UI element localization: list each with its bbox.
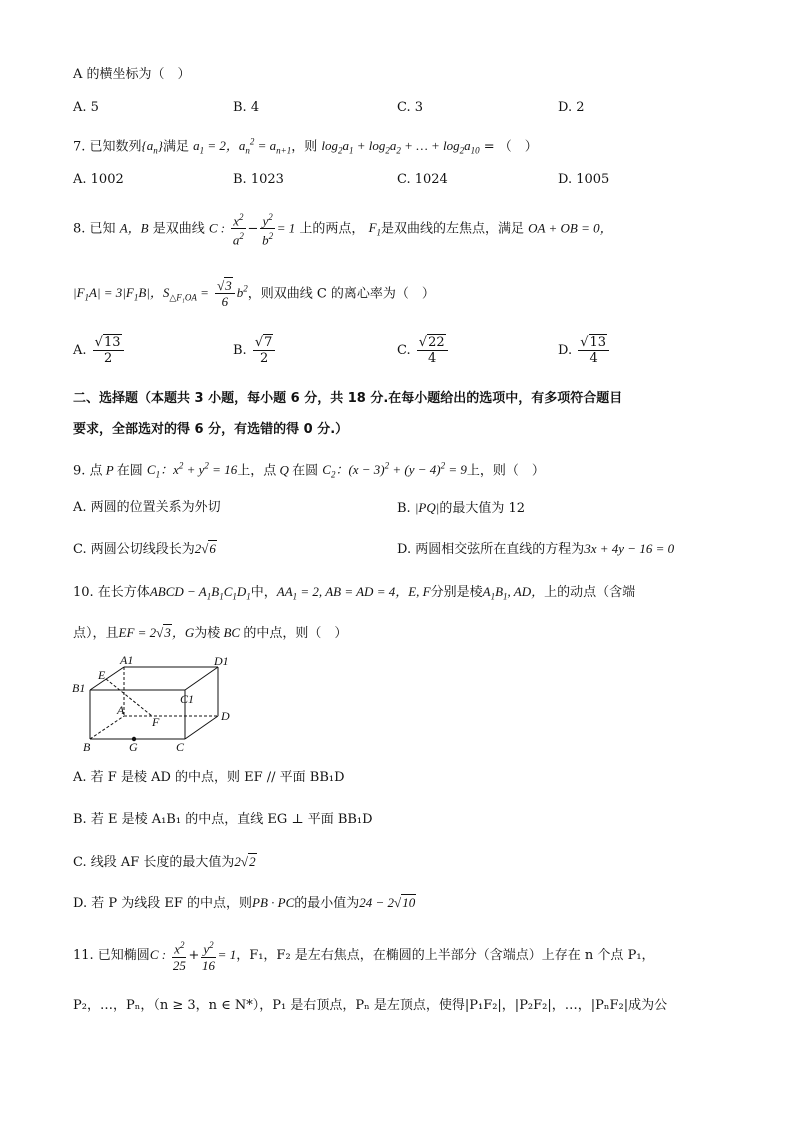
q10-option-d: D. 若 P 为线段 EF 的中点，则PB · PC的最小值为24 − 2√10 xyxy=(73,895,416,911)
q7-seq: $\{a_n\}$ xyxy=(141,138,163,156)
q8-focal-ratio: $|F_1A| = 3|F_1B|$，$S_{\triangle F_1OA}$ = xyxy=(73,285,209,303)
edge-b1-a1 xyxy=(90,667,124,690)
label-a: A xyxy=(117,703,125,717)
q8-frac-y: $\frac{y^2}{b^2}$ xyxy=(262,212,274,248)
q9-option-a: A. 两圆的位置关系为外切 xyxy=(73,500,221,515)
q7-option-a: A. 1002 xyxy=(73,172,124,187)
q10-option-a: A. 若 F 是棱 AD 的中点，则 EF // 平面 BB₁D xyxy=(73,770,345,785)
edge-c-d xyxy=(185,716,218,739)
q6-option-a: A. 5 xyxy=(73,100,99,115)
q8-option-b: B. $\frac{√7}{2}$ xyxy=(233,334,277,368)
label-e: E xyxy=(98,668,106,682)
q7-log-sum: $\log_2a_1 + \log_2a_2$ + … + $\log_2a_{10}$ xyxy=(321,138,480,156)
q10-option-c: C. 线段 AF 长度的最大值为2√2 xyxy=(73,854,256,870)
label-b: B xyxy=(83,740,91,754)
q11-stem-line2: P₂，…，Pₙ，（n ≥ 3，n ∈ N*），P₁ 是右顶点，Pₙ 是左顶点，使得|P₁F₂|，|P₂F₂|，…，|PₙF₂|成为公 xyxy=(73,998,668,1013)
q11-stem-line1: 11. 已知椭圆C : $\frac{x^2}{25}$ + $\frac{y^2}{16}$ = 1，F₁，F₂ 是左右焦点，在椭圆的上半部分（含端点）上存在 n 个点 P₁， xyxy=(73,940,655,973)
q9-option-c: C. 两圆公切线段长为2√6 xyxy=(73,541,216,557)
q8-frac-x: $\frac{x^2}{a^2}$ xyxy=(232,212,244,248)
q6-option-d: D. 2 xyxy=(558,100,585,115)
q8-prefix: 8. 已知 xyxy=(73,221,116,237)
q7-prefix: 7. 已知数列 xyxy=(73,139,142,155)
q8-line2-end: ，则双曲线 C 的离心率为（ ） xyxy=(247,286,435,302)
segment-e-f xyxy=(106,679,152,716)
q10-stem-line2: 点），且EF = 2√3，G为棱 BC 的中点，则（ ） xyxy=(73,625,348,641)
label-a1: A1 xyxy=(120,655,134,667)
label-c1: C1 xyxy=(180,692,195,706)
q6-option-b: B. 4 xyxy=(233,100,260,115)
section2-heading-line2: 要求，全部选对的得 6 分，有选错的得 0 分.） xyxy=(73,422,349,437)
label-b1: B1 xyxy=(72,681,86,695)
q7-condition: $a_1 = 2$，$a_n^2 = a_{n+1}$ xyxy=(193,137,292,156)
q11-frac-y: $\frac{y^2}{16}$ xyxy=(202,940,216,973)
label-d1: D1 xyxy=(214,655,229,668)
q8-stem-line2: $|F_1A| = 3|F_1B|$，$S_{\triangle F_1OA}$ = $\frac{√3}{6}$ $b^2$，则双曲线 C 的离心率为（ ） xyxy=(73,278,435,310)
label-g: G xyxy=(129,740,138,754)
q8-option-c: C. $\frac{√22}{4}$ xyxy=(397,334,450,368)
q7-stem xyxy=(73,134,538,159)
q8-mid1: 是双曲线 xyxy=(152,221,205,237)
section2-heading-line1: 二、选择题（本题共 3 小题，每小题 6 分，共 18 分.在每小题给出的选项中，有多项符合题目 xyxy=(73,391,623,406)
q7-end: = （ ） xyxy=(483,139,538,155)
q7-mid: 满足 xyxy=(162,139,189,155)
edge-c1-d1 xyxy=(185,667,218,690)
q8-option-c-value: $\frac{√22}{4}$ xyxy=(417,335,448,366)
q6-option-c: C. 3 xyxy=(397,100,424,115)
q9-circle2: $C_2$：$(x - 3)^2 + (y - 4)^2 = 9$ xyxy=(322,461,467,480)
q7-ask: ，则 xyxy=(291,139,318,155)
q8-vector-condition: OA + OB = 0， xyxy=(528,220,613,236)
q8-option-d-value: $\frac{√13}{4}$ xyxy=(578,335,609,366)
q8-area-frac: $\frac{√3}{6}$ xyxy=(215,278,235,309)
cuboid-figure xyxy=(68,655,238,755)
q10-option-b: B. 若 E 是棱 A₁B₁ 的中点，直线 EG ⊥ 平面 BB₁D xyxy=(73,812,373,827)
q7-option-c: C. 1024 xyxy=(397,172,448,187)
q8-points: A，B xyxy=(119,220,149,236)
q11-frac-x: $\frac{x^2}{25}$ xyxy=(172,940,186,973)
label-f: F xyxy=(152,715,160,729)
q8-option-a: A. $\frac{√13}{2}$ xyxy=(73,334,126,368)
q8-option-d: D. $\frac{√13}{4}$ xyxy=(558,334,611,368)
q8-stem-line1: 8. 已知 A，B 是双曲线 C : $\frac{x^2}{a^2}$ − $\frac{y^2}{b^2}$ = 1 上的两点， $F_1$是双曲线的左焦点，满足 OA + OB = 0， xyxy=(73,212,613,248)
q6-stem-tail: A 的横坐标为（ ） xyxy=(73,67,191,82)
q7-option-b: B. 1023 xyxy=(233,172,284,187)
q8-mid3: 是双曲线的左焦点，满足 xyxy=(381,221,525,237)
q9-option-d: D. 两圆相交弦所在直线的方程为3x + 4y − 16 = 0 xyxy=(397,541,675,557)
label-c: C xyxy=(176,740,185,754)
q9-circle1: $C_1$：$x^2 + y^2 = 16$ xyxy=(146,461,238,480)
q8-option-a-value: $\frac{√13}{2}$ xyxy=(93,335,124,366)
q8-mid2: 上的两点， xyxy=(299,221,365,237)
q8-hyperbola-name: C : xyxy=(208,220,226,236)
q9-stem: 9. 点 P 在圆 $C_1$：$x^2 + y^2 = 16$上，点 Q 在圆 $C_2$：$(x - 3)^2 + (y - 4)^2 = 9$上，则（ ） xyxy=(73,461,545,480)
q8-focus: $F_1$ xyxy=(368,220,382,238)
q8-option-b-value: $\frac{√7}{2}$ xyxy=(253,335,276,366)
label-d: D xyxy=(221,709,230,723)
q9-option-b: B. |PQ|的最大值为 12 xyxy=(397,500,525,516)
q7-option-d: D. 1005 xyxy=(558,172,610,187)
q10-stem-line1: 10. 在长方体ABCD − $A_1B_1C_1D_1$中，$AA_1 = 2$, AB = AD = 4，E, F分别是棱$A_1B_1$, AD，上的动点（含端 xyxy=(73,584,636,602)
hidden-edge-a-b xyxy=(90,716,124,739)
